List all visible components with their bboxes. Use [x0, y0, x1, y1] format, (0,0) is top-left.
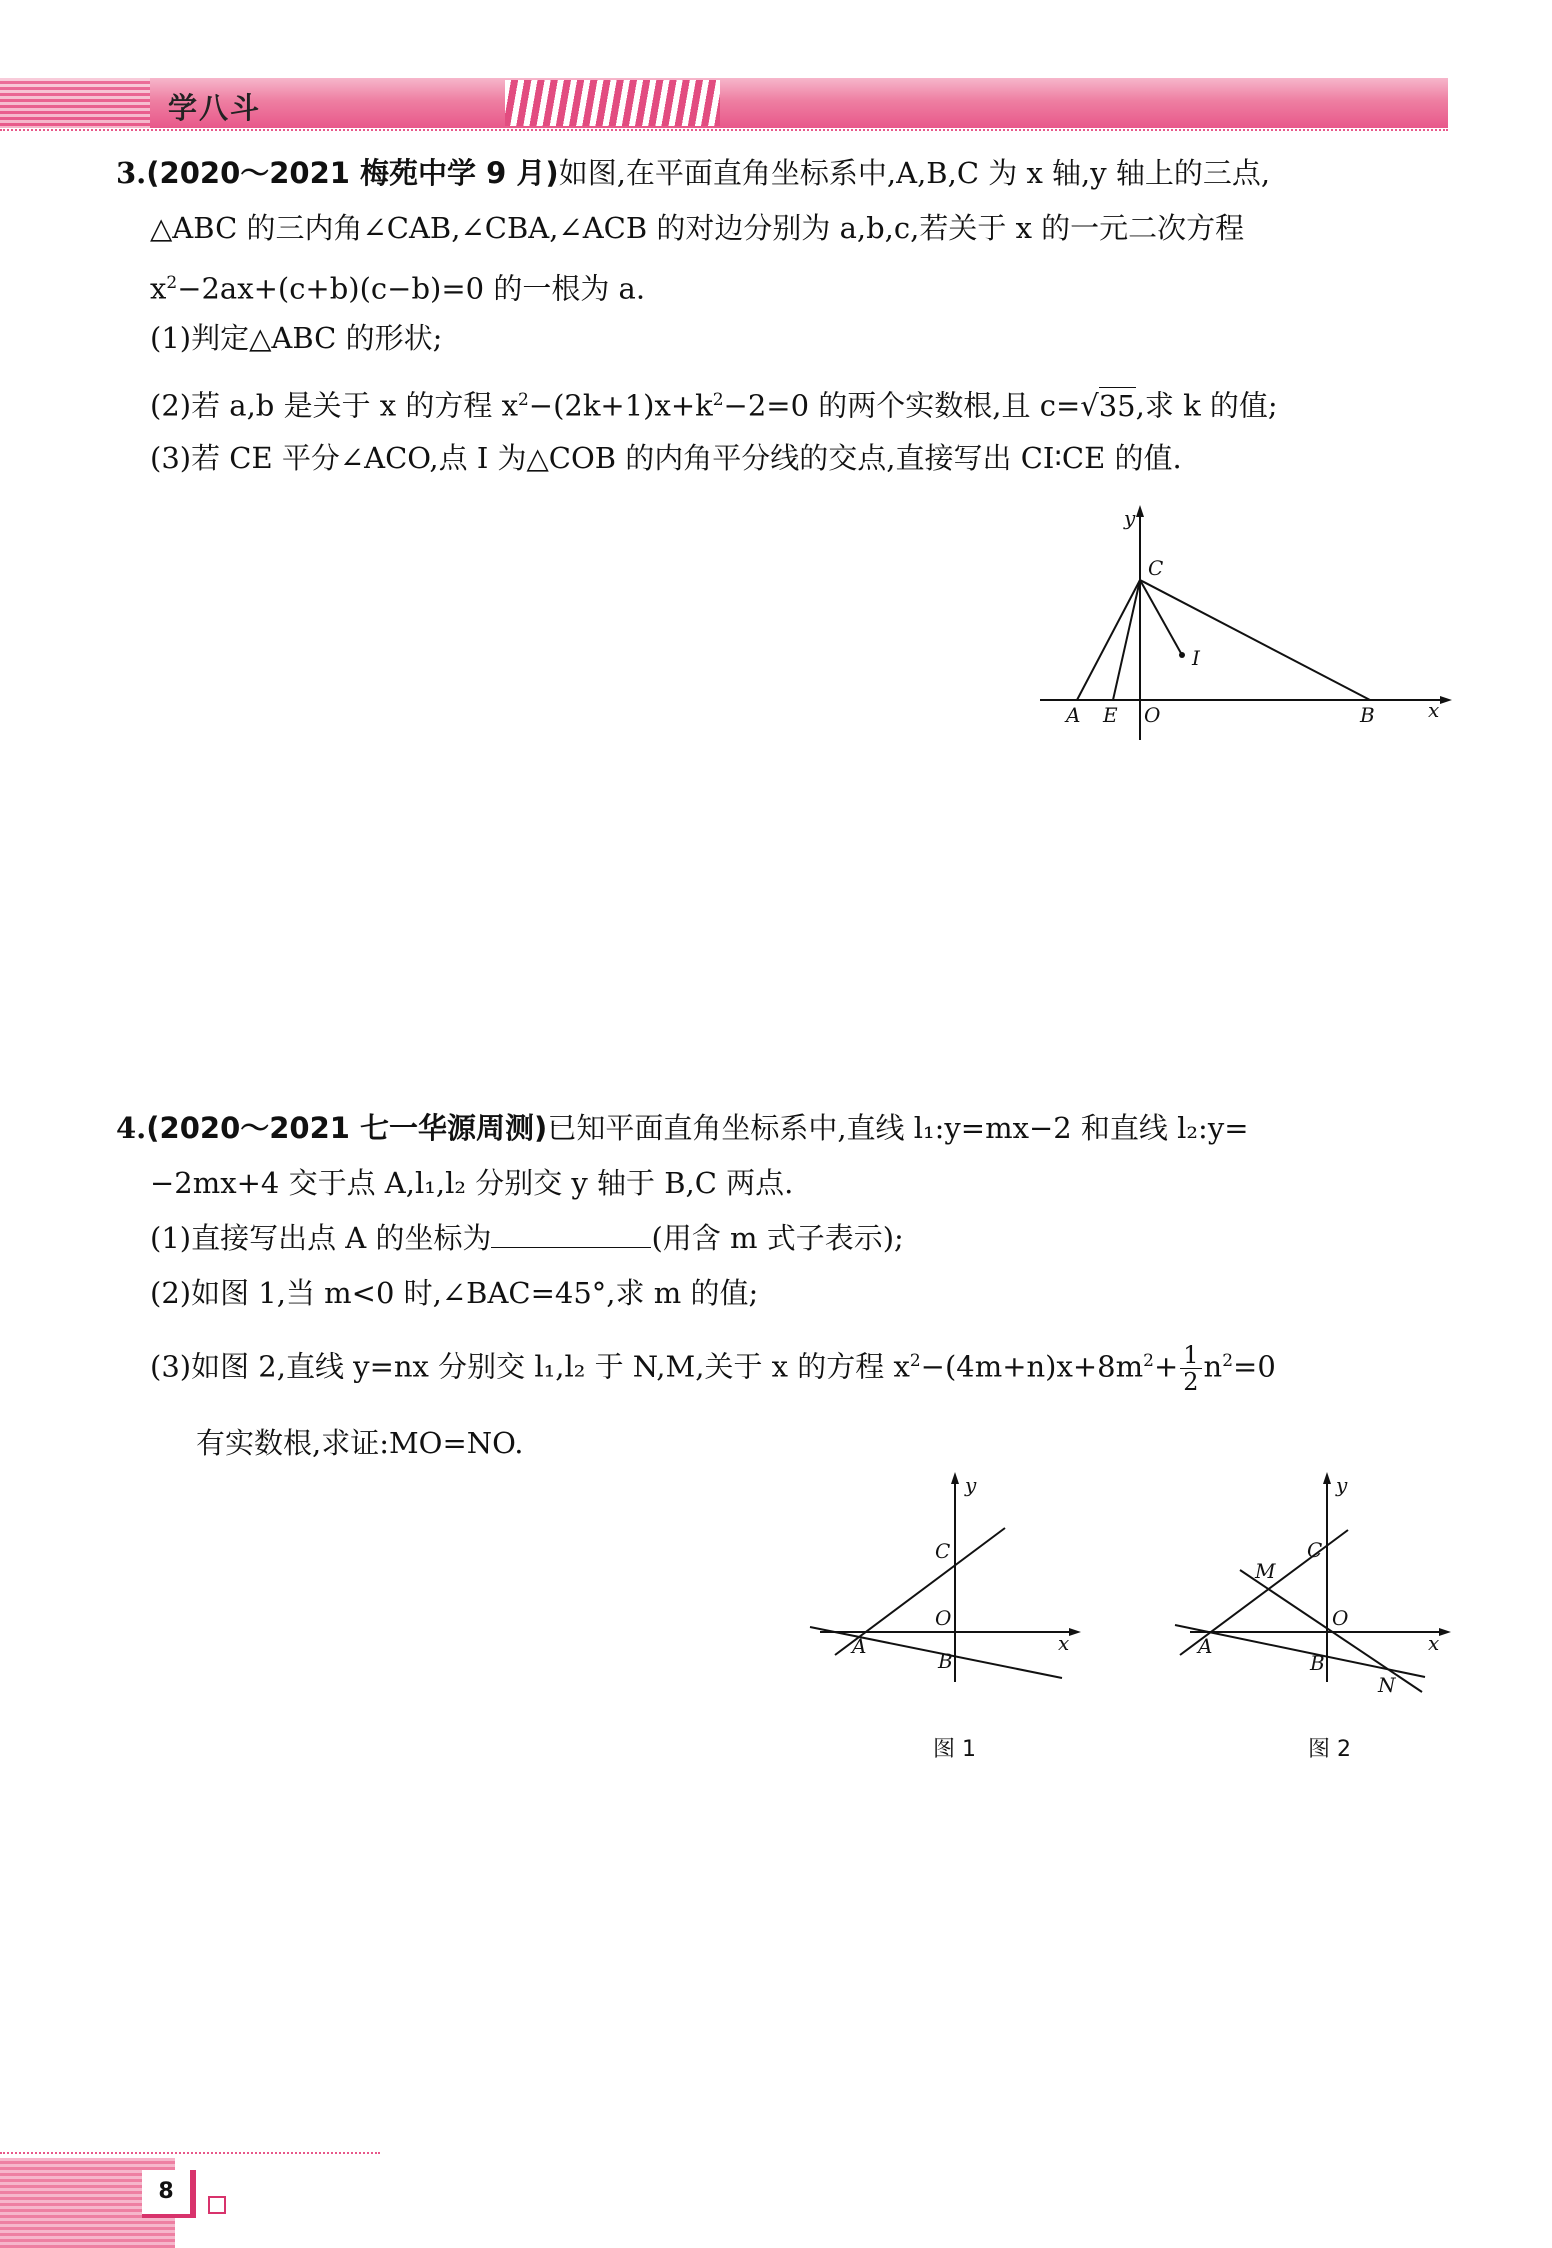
point-i [1179, 652, 1185, 658]
y-arrow [1323, 1472, 1331, 1484]
q3-part-2: (2)若 a,b 是关于 x 的方程 $x^2-(2k+1)x+k^2-2=0$ 的两个实数根,且 c=√35,求 k 的值; [150, 388, 1278, 423]
segment-ac [1077, 580, 1140, 700]
frac-den: 2 [1183, 1368, 1199, 1396]
figure-2-caption: 图 2 [1308, 1737, 1351, 1762]
page-number: 8 [142, 2170, 196, 2218]
label-x: x [1058, 1631, 1070, 1655]
q3-p2-exp1: 2 [517, 390, 529, 410]
q3-line-3 [150, 265, 645, 307]
q3-p2-a: (2)若 a,b 是关于 x 的方程 x [150, 388, 518, 423]
label-a: A [1198, 1634, 1213, 1658]
q3-part-3: (3)若 CE 平分∠ACO,点 I 为△COB 的内角平分线的交点,直接写出 CI∶CE 的值. [150, 441, 1182, 475]
q4-part-3-line-2: 有实数根,求证:MO=NO. [196, 1426, 524, 1460]
header-diagonal-pattern [505, 80, 720, 126]
q4-p3-e: =0 [1233, 1349, 1276, 1384]
label-o: O [1144, 703, 1161, 727]
segment-ec [1113, 580, 1140, 700]
q4-p3-exp3: 2 [1222, 1350, 1234, 1371]
q4-p1-b: (用含 m 式子表示); [651, 1221, 904, 1255]
q3-eq-x: x [150, 271, 167, 306]
label-o: O [1332, 1606, 1349, 1630]
q4-line-1 [116, 1110, 1249, 1146]
label-b: B [938, 1649, 953, 1673]
q3-source: (2020～2021 梅苑中学 9 月) [146, 156, 559, 190]
label-a: A [1066, 703, 1081, 727]
label-b: B [1310, 1651, 1325, 1675]
label-y: y [1124, 506, 1136, 530]
header-stripes [0, 78, 150, 128]
q3-line-1 [116, 155, 1270, 191]
frac-num: 1 [1180, 1342, 1201, 1369]
q4-p3-b: −(4m+n)x+8m [920, 1349, 1144, 1384]
label-n: N [1378, 1673, 1396, 1695]
q3-number: 3. [116, 156, 147, 190]
q4-part-2: (2)如图 1,当 m<0 时,∠BAC=45°,求 m 的值; [150, 1276, 759, 1310]
label-y: y [965, 1473, 977, 1497]
label-y: y [1336, 1473, 1348, 1497]
q4-p3-exp1: 2 [909, 1350, 921, 1371]
label-c: C [1307, 1538, 1323, 1562]
q3-exp: 2 [166, 273, 178, 293]
label-a: A [852, 1634, 867, 1658]
q4-figure-1 [800, 1470, 1090, 1695]
q3-p2-c: −2=0 的两个实数根,且 c= [723, 388, 1081, 423]
q4-p1-a: (1)直接写出点 A 的坐标为 [150, 1221, 492, 1255]
figure-1-caption: 图 1 [933, 1737, 976, 1762]
q4-part-3 [150, 1342, 1276, 1395]
q4-number: 4. [116, 1111, 147, 1145]
y-arrow [1136, 505, 1144, 517]
q3-p2-d: ,求 k 的值; [1135, 388, 1278, 423]
label-o: O [935, 1606, 952, 1630]
q3-p2-exp2: 2 [712, 390, 724, 410]
label-m: M [1255, 1559, 1276, 1583]
x-arrow [1069, 1628, 1081, 1636]
q4-part-1 [150, 1220, 904, 1256]
q4-text-1: 已知平面直角坐标系中,直线 l₁:y=mx−2 和直线 l₂:y= [547, 1111, 1249, 1145]
line-l1 [810, 1627, 1062, 1678]
label-e: E [1103, 703, 1118, 727]
header-divider [0, 129, 1448, 131]
q3-figure [1040, 505, 1460, 745]
q3-text-1: 如图,在平面直角坐标系中,A,B,C 为 x 轴,y 轴上的三点, [558, 156, 1271, 190]
q4-p3-c: + [1153, 1349, 1179, 1384]
label-c: C [935, 1539, 951, 1563]
label-i: I [1192, 646, 1200, 670]
x-arrow [1440, 696, 1452, 704]
footer-divider [0, 2152, 380, 2154]
q3-line-2: △ABC 的三内角∠CAB,∠CBA,∠ACB 的对边分别为 a,b,c,若关于 x 的一元二次方程 [150, 211, 1245, 245]
label-x: x [1428, 1631, 1440, 1655]
q4-figure-2 [1170, 1470, 1460, 1695]
x-arrow [1439, 1628, 1451, 1636]
header-title: 学八斗 [168, 91, 262, 125]
footer-square-icon [208, 2196, 226, 2214]
q3-p2-sqrt: 35 [1098, 388, 1136, 423]
q4-p3-exp2: 2 [1143, 1350, 1154, 1371]
q4-source: (2020～2021 七一华源周测) [146, 1111, 548, 1145]
q4-p3-a: (3)如图 2,直线 y=nx 分别交 l₁,l₂ 于 N,M,关于 x 的方程 x [150, 1349, 910, 1384]
label-b: B [1360, 703, 1375, 727]
q4-fraction [1180, 1342, 1201, 1395]
q3-part-1: (1)判定△ABC 的形状; [150, 321, 443, 355]
q4-line-2: −2mx+4 交于点 A,l₁,l₂ 分别交 y 轴于 B,C 两点. [150, 1166, 794, 1200]
label-c: C [1148, 556, 1164, 580]
q4-answer-blank[interactable] [491, 1221, 651, 1248]
q3-eq-rest: −2ax+(c+b)(c−b)=0 的一根为 a. [177, 271, 646, 306]
q3-p2-b: −(2k+1)x+k [528, 388, 713, 423]
q4-p3-d: n [1203, 1349, 1223, 1384]
label-x: x [1428, 698, 1440, 722]
y-arrow [951, 1472, 959, 1484]
